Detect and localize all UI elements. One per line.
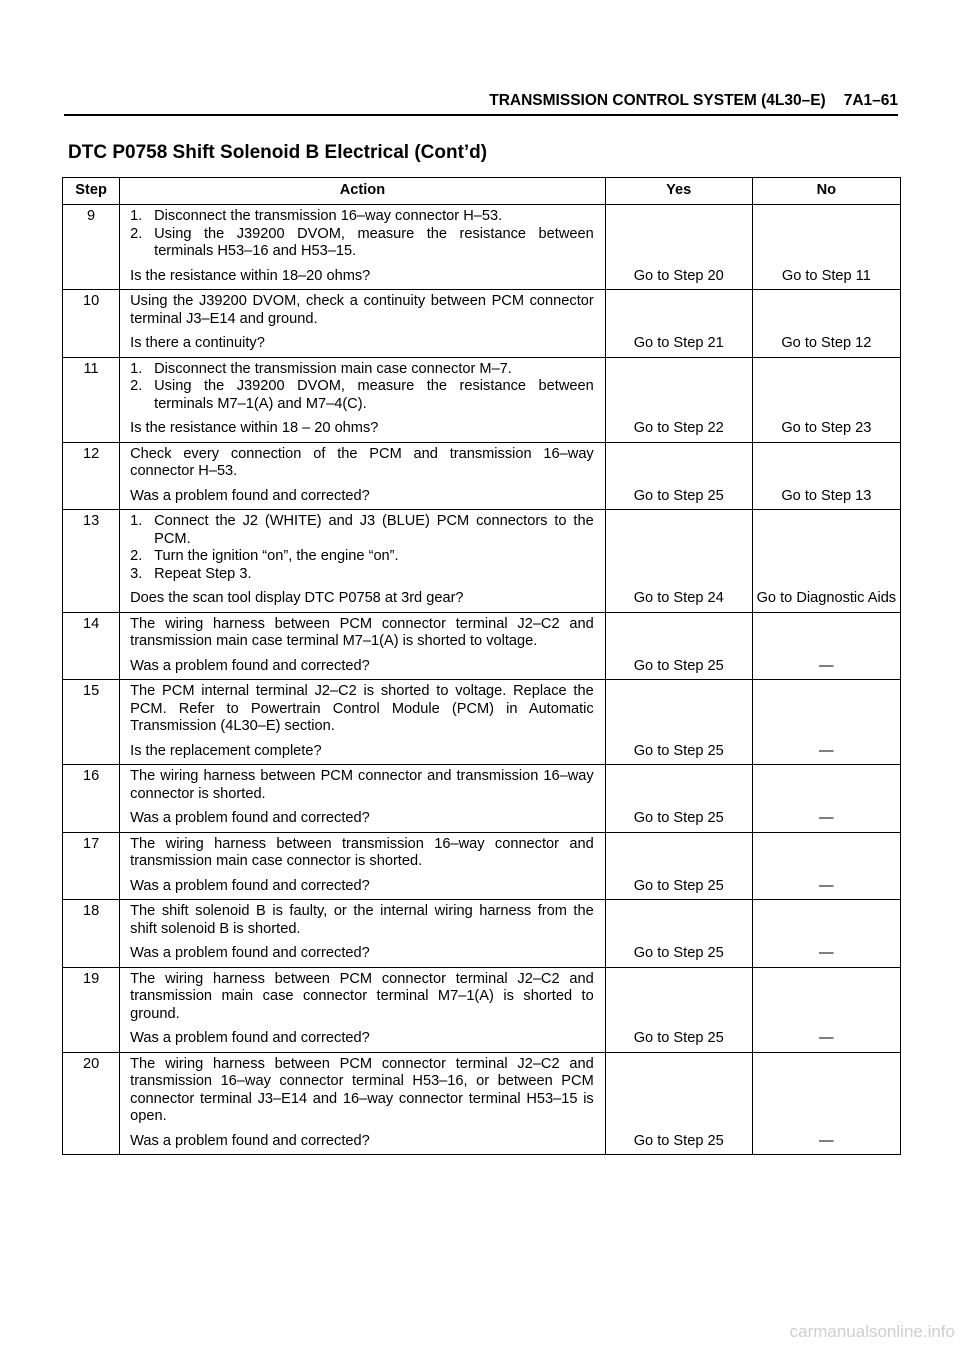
- step-number: 19: [63, 967, 120, 1052]
- action-cell: [120, 832, 606, 900]
- action-item: [130, 208, 594, 226]
- action-cell: [120, 680, 606, 765]
- action-item-text: Using the J39200 DVOM, measure the resistance between terminals M7–1(A) and M7–4(C).: [154, 378, 594, 412]
- action-cell: [120, 510, 606, 613]
- action-item-number: 2.: [130, 548, 143, 564]
- no-result: —: [752, 1052, 900, 1155]
- yes-result: Go to Step 24: [605, 510, 752, 613]
- action-question: Was a problem found and corrected?: [130, 810, 370, 826]
- table-row: [63, 680, 901, 765]
- yes-result: Go to Step 25: [605, 967, 752, 1052]
- no-result: —: [752, 612, 900, 680]
- action-question: Was a problem found and corrected?: [130, 1132, 370, 1149]
- document-title: DTC P0758 Shift Solenoid B Electrical (Cont’d): [68, 142, 488, 163]
- action-item: [130, 566, 594, 584]
- action-item: [130, 513, 594, 548]
- page-header: [64, 91, 898, 111]
- action-cell: [120, 900, 606, 968]
- step-number: 14: [63, 612, 120, 680]
- table-row: [63, 290, 901, 358]
- yes-result: Go to Step 25: [605, 680, 752, 765]
- yes-result: Go to Step 25: [605, 1052, 752, 1155]
- table-row: [63, 967, 901, 1052]
- action-item-text: Disconnect the transmission main case connector M–7.: [154, 360, 512, 377]
- yes-result: Go to Step 25: [605, 900, 752, 968]
- action-item-number: 2.: [130, 378, 143, 394]
- table-row: [63, 900, 901, 968]
- action-item-text: Turn the ignition “on”, the engine “on”.: [154, 548, 399, 564]
- action-text: The wiring harness between PCM connector and transmission 16–way connector is shorted.: [130, 768, 594, 802]
- no-result: Go to Step 23: [752, 357, 900, 442]
- watermark: carmanualsonline.info: [789, 1322, 955, 1341]
- action-text: The wiring harness between PCM connector terminal J2–C2 and transmission main case connector terminal M7–1(A) is shorted to ground.: [130, 970, 594, 1022]
- action-item-number: 1.: [130, 360, 143, 377]
- action-cell: [120, 967, 606, 1052]
- step-number: 20: [63, 1052, 120, 1155]
- action-text: The shift solenoid B is faulty, or the internal wiring harness from the shift solenoid B is shorted.: [130, 903, 594, 937]
- action-text: Using the J39200 DVOM, check a continuity between PCM connector terminal J3–E14 and ground.: [130, 293, 594, 327]
- step-number: 9: [63, 205, 120, 290]
- action-question: Is the replacement complete?: [130, 742, 322, 759]
- action-question: Does the scan tool display DTC P0758 at 3rd gear?: [130, 590, 464, 606]
- action-cell: [120, 357, 606, 442]
- page-number: 7A1–61: [843, 92, 898, 109]
- step-number: 17: [63, 832, 120, 900]
- action-question: Is there a continuity?: [130, 335, 265, 351]
- yes-result: Go to Step 22: [605, 357, 752, 442]
- action-question: Is the resistance within 18–20 ohms?: [130, 267, 371, 284]
- no-result: Go to Step 12: [752, 290, 900, 358]
- action-text: Check every connection of the PCM and transmission 16–way connector H–53.: [130, 445, 594, 479]
- action-cell: [120, 1052, 606, 1155]
- no-result: —: [752, 765, 900, 833]
- action-text: The wiring harness between PCM connector terminal J2–C2 and transmission 16–way connector terminal H53–16, or between PCM connector terminal J3–E14 and 16–way connector terminal H53–15 is open.: [130, 1055, 594, 1124]
- action-item-number: 3.: [130, 565, 143, 582]
- no-result: —: [752, 680, 900, 765]
- action-question: Was a problem found and corrected?: [130, 1030, 370, 1046]
- no-result: —: [752, 900, 900, 968]
- section-title: TRANSMISSION CONTROL SYSTEM (4L30–E): [489, 92, 826, 109]
- action-item-number: 2.: [130, 225, 143, 242]
- action-question: Is the resistance within 18 – 20 ohms?: [130, 420, 379, 436]
- column-header-yes: Yes: [605, 178, 752, 205]
- table-row: [63, 765, 901, 833]
- action-question: Was a problem found and corrected?: [130, 487, 370, 504]
- step-number: 10: [63, 290, 120, 358]
- column-header-step: Step: [63, 178, 120, 205]
- action-item-text: Disconnect the transmission 16–way connector H–53.: [154, 208, 503, 224]
- yes-result: Go to Step 25: [605, 832, 752, 900]
- action-item-text: Connect the J2 (WHITE) and J3 (BLUE) PCM connectors to the PCM.: [154, 513, 594, 547]
- action-item: [130, 226, 594, 261]
- action-text: The PCM internal terminal J2–C2 is shorted to voltage. Replace the PCM. Refer to Powertrain Control Module (PCM) in Automatic Transmission (4L30–E) section.: [130, 683, 594, 734]
- table-row: [63, 442, 901, 510]
- action-question: Was a problem found and corrected?: [130, 877, 370, 894]
- action-cell: [120, 205, 606, 290]
- header-rule: [64, 114, 898, 116]
- diagnostic-table: [62, 177, 901, 1155]
- table-row: [63, 1052, 901, 1155]
- table-row: [63, 205, 901, 290]
- action-text: The wiring harness between PCM connector terminal J2–C2 and transmission main case terminal M7–1(A) is shorted to voltage.: [130, 615, 594, 649]
- yes-result: Go to Step 25: [605, 442, 752, 510]
- no-result: —: [752, 967, 900, 1052]
- step-number: 16: [63, 765, 120, 833]
- step-number: 12: [63, 442, 120, 510]
- action-item: [130, 548, 594, 566]
- action-question: Was a problem found and corrected?: [130, 657, 370, 674]
- step-number: 15: [63, 680, 120, 765]
- action-cell: [120, 765, 606, 833]
- table-row: [63, 832, 901, 900]
- no-result: Go to Diagnostic Aids: [752, 510, 900, 613]
- action-cell: [120, 442, 606, 510]
- action-item-text: Repeat Step 3.: [154, 565, 252, 582]
- column-header-action: Action: [120, 178, 606, 205]
- table-body: [63, 205, 901, 1155]
- no-result: Go to Step 11: [752, 205, 900, 290]
- action-question: Was a problem found and corrected?: [130, 945, 370, 961]
- action-cell: [120, 612, 606, 680]
- table-row: [63, 357, 901, 442]
- action-item-text: Using the J39200 DVOM, measure the resistance between terminals H53–16 and H53–15.: [154, 225, 594, 259]
- action-item-number: 1.: [130, 513, 143, 529]
- action-cell: [120, 290, 606, 358]
- no-result: —: [752, 832, 900, 900]
- action-item: [130, 378, 594, 413]
- action-item: [130, 361, 594, 379]
- table-header-row: [63, 178, 901, 205]
- column-header-no: No: [752, 178, 900, 205]
- yes-result: Go to Step 21: [605, 290, 752, 358]
- yes-result: Go to Step 25: [605, 765, 752, 833]
- action-text: The wiring harness between transmission 16–way connector and transmission main case connector is shorted.: [130, 835, 594, 869]
- table-row: [63, 612, 901, 680]
- no-result: Go to Step 13: [752, 442, 900, 510]
- yes-result: Go to Step 20: [605, 205, 752, 290]
- action-item-number: 1.: [130, 208, 143, 224]
- step-number: 11: [63, 357, 120, 442]
- yes-result: Go to Step 25: [605, 612, 752, 680]
- step-number: 18: [63, 900, 120, 968]
- step-number: 13: [63, 510, 120, 613]
- table-row: [63, 510, 901, 613]
